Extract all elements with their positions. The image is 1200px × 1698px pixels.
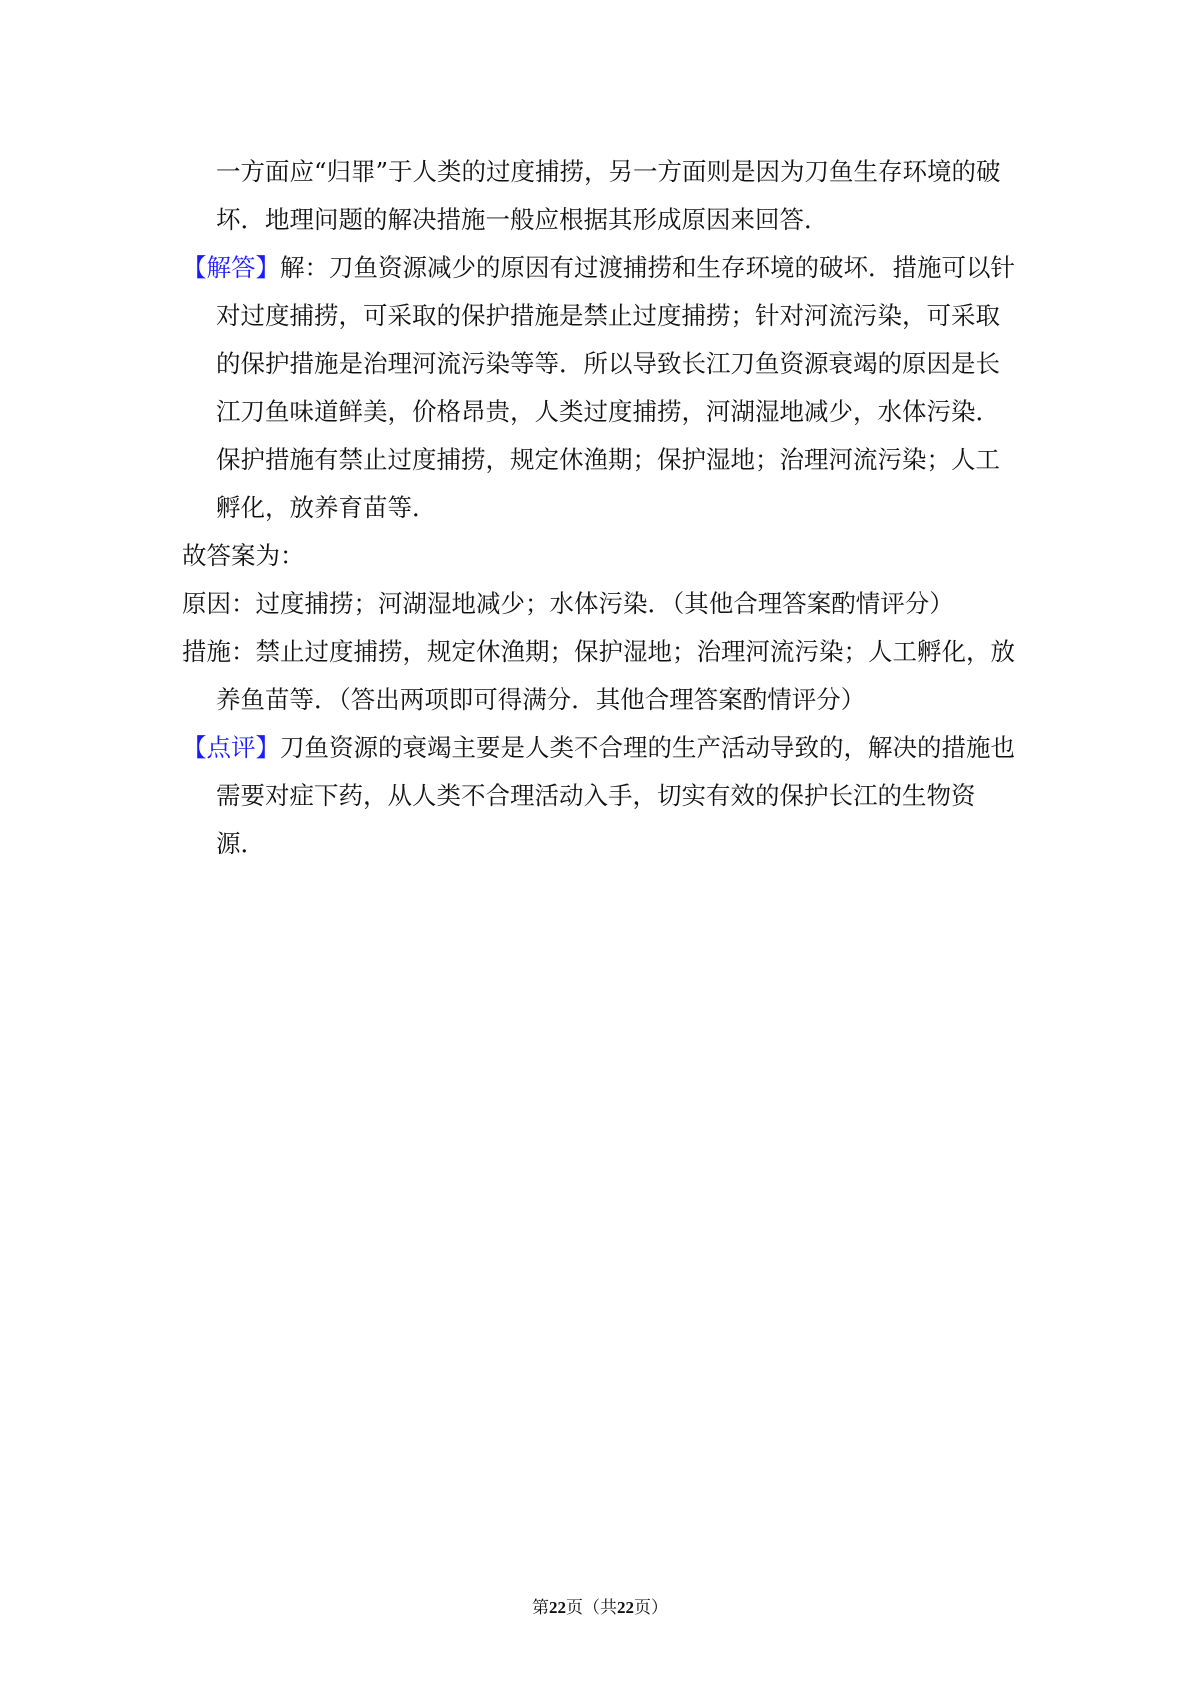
final-answer-reasons: 原因：过度捕捞；河湖湿地减少；水体污染．（其他合理答案酌情评分） <box>182 589 954 618</box>
document-body <box>182 148 1022 868</box>
final-answer-measures: 措施：禁止过度捕捞，规定休渔期；保护湿地；治理河流污染；人工孵化，放养鱼苗等．（答出两项即可得满分．其他合理答案酌情评分） <box>182 637 1015 714</box>
footer-page-number: 22 <box>549 1598 566 1617</box>
comment-tag: 【点评】 <box>182 733 280 762</box>
footer-prefix: 第 <box>532 1598 549 1618</box>
answer-text: 解：刀鱼资源减少的原因有过渡捕捞和生存环境的破坏．措施可以针对过度捕捞，可采取的保护措施是禁止过度捕捞；针对河流污染，可采取的保护措施是治理河流污染等等．所以导致长江刀鱼资源衰竭的原因是长江刀鱼味道鲜美，价格昂贵，人类过度捕捞，河湖湿地减少，水体污染．保护措施有禁止过度捕捞，规定休渔期；保护湿地；治理河流污染；人工孵化，放养育苗等． <box>216 253 1015 522</box>
comment-text: 刀鱼资源的衰竭主要是人类不合理的生产活动导致的，解决的措施也需要对症下药，从人类不合理活动入手，切实有效的保护长江的生物资源． <box>216 733 1015 858</box>
comment-paragraph <box>182 724 1022 868</box>
analysis-continuation: 一方面应“归罪”于人类的过度捕捞，另一方面则是因为刀鱼生存环境的破坏．地理问题的解决措施一般应根据其形成原因来回答． <box>216 157 1001 234</box>
answer-paragraph <box>182 244 1022 532</box>
answer-tag: 【解答】 <box>182 253 280 282</box>
final-answer-intro: 故答案为： <box>182 541 305 570</box>
footer-middle: 页（共 <box>566 1598 617 1618</box>
page-footer <box>0 1596 1200 1620</box>
footer-total-pages: 22 <box>617 1598 634 1617</box>
footer-suffix: 页） <box>634 1598 668 1618</box>
